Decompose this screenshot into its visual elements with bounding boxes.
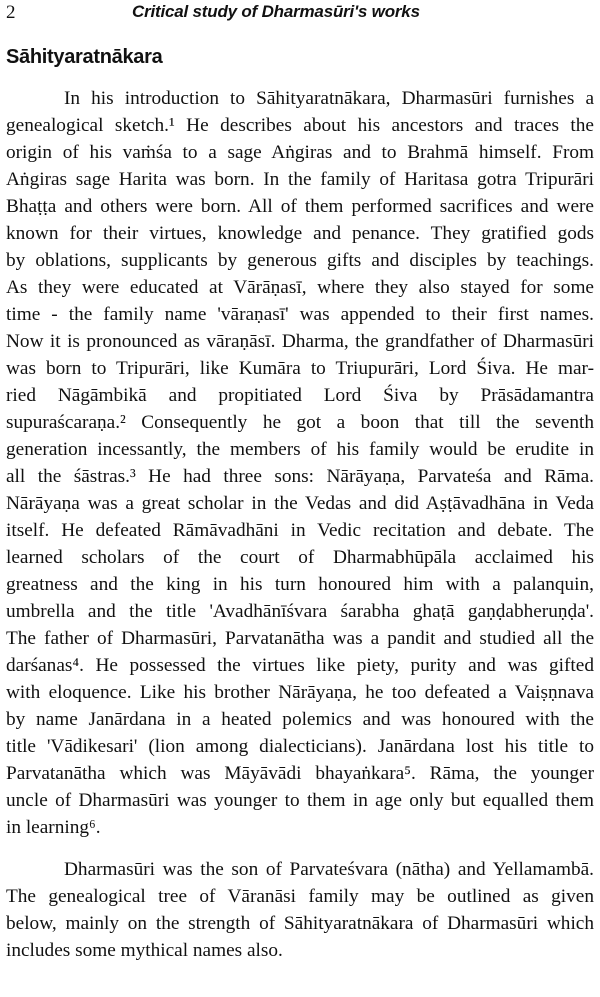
page-header [0,0,600,26]
text-line: umbrella and the title 'Avadhānīśvara śarabha ghaṭā gaṇḍabheruṇḍa'. [6,601,594,622]
text-line: by oblations, supplicants by generous gifts and disciples by teachings. [6,250,594,271]
text-line: in learning⁶. [6,817,101,838]
text-line: genealogical sketch.¹ He describes about his ancestors and traces the [6,115,594,136]
text-line: below, mainly on the strength of Sāhityaratnākara of Dharmasūri which [6,913,594,934]
text-line: all the śāstras.³ He had three sons: Nārāyaṇa, Parvateśa and Rāma. [6,466,594,487]
text-line: includes some mythical names also. [6,940,283,961]
text-line: title 'Vādikesari' (lion among dialecticians). Janārdana lost his title to [6,736,594,757]
text-line: Dharmasūri was the son of Parvateśvara (nātha) and Yellamambā. [64,859,594,880]
text-line: time - the family name 'vāraṇasī' was appended to their first names. [6,304,594,325]
text-line: was born to Tripurāri, like Kumāra to Triupurāri, Lord Śiva. He mar- [6,358,594,379]
running-head: Critical study of Dharmasūri's works [132,2,420,21]
text-line: greatness and the king in his turn honoured him with a palanquin, [6,574,594,595]
text-line: Now it is pronounced as vāraṇāsī. Dharma, the grandfather of Dharmasūri [6,331,594,352]
text-line: supuraścaraṇa.² Consequently he got a boon that till the seventh [6,412,594,433]
text-line: Bhaṭṭa and others were born. All of them performed sacrifices and were [6,196,594,217]
text-line: darśanas⁴. He possessed the virtues like piety, purity and was gifted [6,655,594,676]
text-line: The father of Dharmasūri, Parvatanātha was a pandit and studied all the [6,628,594,649]
text-line: with eloquence. Like his brother Nārāyaṇa, he too defeated a Vaiṣṇnava [6,682,594,703]
text-line: uncle of Dharmasūri was younger to them in age only but equalled them [6,790,594,811]
text-line: origin of his vaṁśa to a sage Aṅgiras and to Brahmā himself. From [6,142,594,163]
text-line: Nārāyaṇa was a great scholar in the Vedas and did Aṣṭāvadhāna in Veda [6,493,594,514]
text-line: ried Nāgāmbikā and propitiated Lord Śiva by Prāsādamantra [6,385,594,406]
text-line: In his introduction to Sāhityaratnākara, Dharmasūri furnishes a [64,88,594,109]
text-line: The genealogical tree of Vāranāsi family may be outlined as given [6,886,594,907]
text-line: learned scholars of the court of Dharmabhūpāla acclaimed his [6,547,594,568]
text-line: itself. He defeated Rāmāvadhāni in Vedic recitation and debate. The [6,520,594,541]
text-line: generation incessantly, the members of his family would be erudite in [6,439,594,460]
page-number: 2 [6,2,16,23]
text-line: known for their virtues, knowledge and penance. They gratified gods [6,223,594,244]
text-line: by name Janārdana in a heated polemics and was honoured with the [6,709,594,730]
text-line: As they were educated at Vārāṇasī, where they also stayed for some [6,277,594,298]
text-line: Parvatanātha which was Māyāvādi bhayaṅkara⁵. Rāma, the younger [6,763,594,784]
text-line: Aṅgiras sage Harita was born. In the family of Haritasa gotra Tripurāri [6,169,594,190]
section-heading: Sāhityaratnākara [6,46,163,68]
